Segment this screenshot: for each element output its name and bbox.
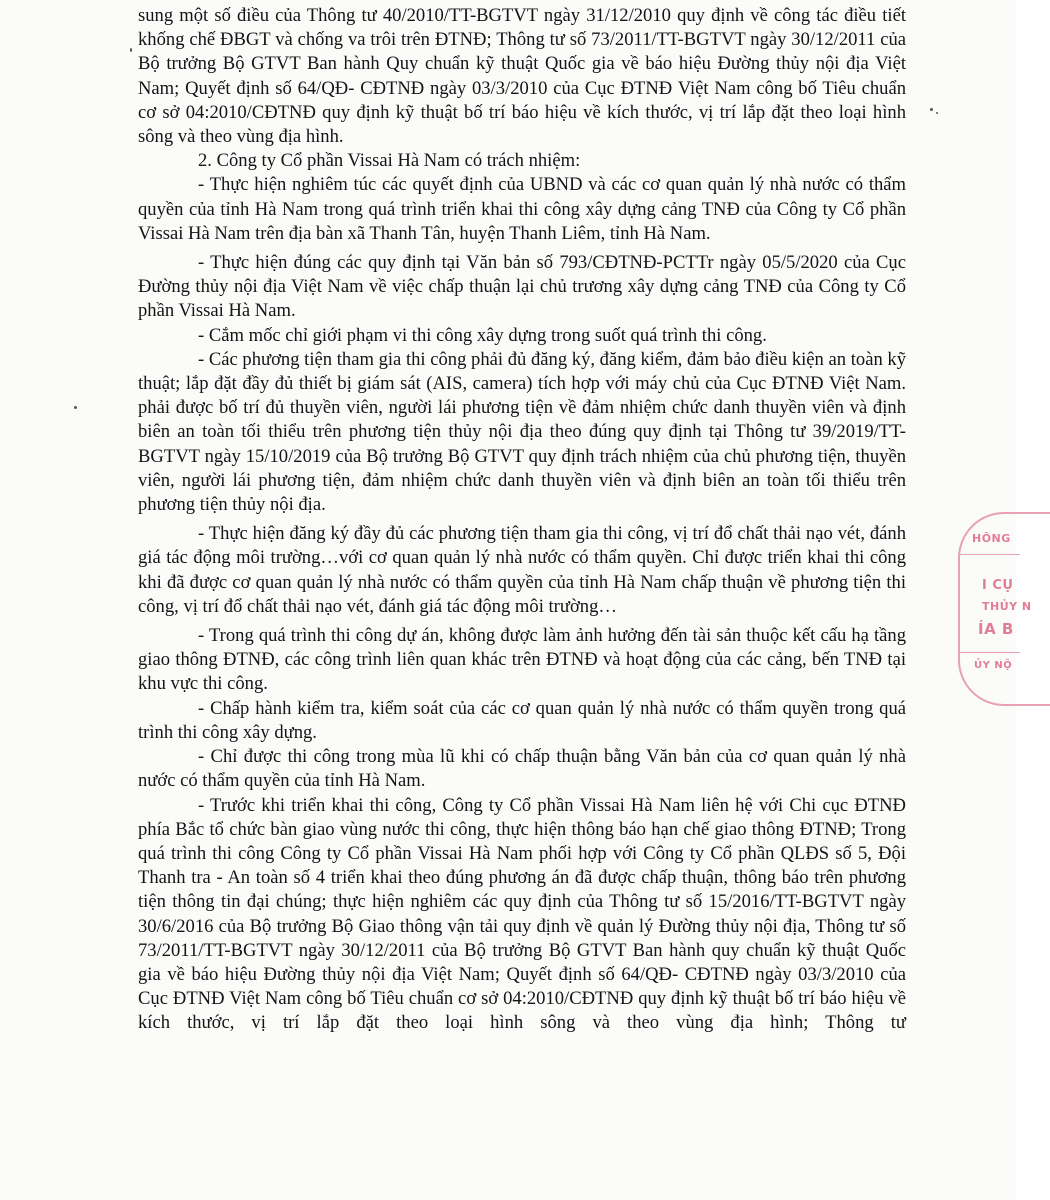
paragraph-inspection: - Chấp hành kiểm tra, kiểm soát của các cơ quan quản lý nhà nước có thẩm quyền trong quá trình thi công xây dựng. [138,697,906,743]
scan-speck [936,112,938,114]
paragraph-boundary-markers: - Cắm mốc chỉ giới phạm vi thi công xây dựng trong suốt quá trình thi công. [198,324,767,346]
paragraph-comply-decisions: - Thực hiện nghiêm túc các quyết định của UBND và các cơ quan quản lý nhà nước có thẩm quyền của tỉnh Hà Nam trong quá trình triển khai thi công xây dựng cảng TNĐ của Công ty Cổ phần Vissai Hà Nam trên địa bàn xã Thanh Tân, huyện Thanh Liêm, tỉnh Hà Nam. [138,174,906,244]
paragraph-vessels: - Các phương tiện tham gia thi công phải đủ đăng ký, đăng kiểm, đảm bảo điều kiện an toàn kỹ thuật; lắp đặt đầy đủ thiết bị giám sát (AIS, camera) tích hợp với máy chủ của Cục ĐTNĐ Việt Nam. phải được bố trí đủ thuyền viên, người lái phương tiện về đảm nhiệm chức danh thuyền viên và định biên an toàn tối thiểu trên phương tiện thủy nội địa theo đúng quy định tại Thông tư 39/2019/TT-BGTVT ngày 15/10/2019 của Bộ trưởng Bộ GTVT quy định trách nhiệm của chủ phương tiện, thuyền viên, người lái phương tiện, đảm nhiệm chức danh thuyền viên và định biên an toàn tối thiểu trên phương tiện thủy nội địa. [138,348,906,516]
paragraph-document-793: - Thực hiện đúng các quy định tại Văn bản số 793/CĐTNĐ-PCTTr ngày 05/5/2020 của Cục Đường thủy nội địa Việt Nam về việc chấp thuận lại chủ trương xây dựng cảng TNĐ của Công ty Cổ phần Vissai Hà Nam. [138,252,906,322]
paragraph-intro-continuation: sung một số điều của Thông tư 40/2010/TT-BGTVT ngày 31/12/2010 quy định về công tác điều tiết khống chế ĐBGT và chống va trôi trên ĐTNĐ; Thông tư số 73/2011/TT-BGTVT ngày 30/12/2011 của Bộ trưởng Bộ GTVT Ban hành Quy chuẩn kỹ thuật Quốc gia về báo hiệu Đường thủy nội địa Việt Nam; Quyết định số 64/QĐ- CĐTNĐ ngày 03/3/2010 của Cục ĐTNĐ Việt Nam công bố Tiêu chuẩn cơ sở 04:2010/CĐTNĐ quy định kỹ thuật bố trí báo hiệu về kích thước, vị trí lắp đặt theo loại hình sông và theo vùng địa hình. [138,5,906,148]
paragraph-no-impact: - Trong quá trình thi công dự án, không được làm ảnh hưởng đến tài sản thuộc kết cấu hạ tầng giao thông ĐTNĐ, các công trình liên quan khác trên ĐTNĐ và hoạt động của các cảng, bến TNĐ tại khu vực thi công. [138,625,906,695]
paragraph-before-construction: - Trước khi triển khai thi công, Công ty Cổ phần Vissai Hà Nam liên hệ với Chi cục ĐTNĐ phía Bắc tổ chức bàn giao vùng nước thi công, thực hiện thông báo hạn chế giao thông ĐTNĐ; Trong quá trình thi công Công ty Cổ phần Vissai Hà Nam phối hợp với Công ty Cổ phần QLĐS số 5, Đội Thanh tra - An toàn số 4 triển khai theo đúng phương án đã được chấp thuận, thông báo trên phương tiện thông tin đại chúng; thực hiện nghiêm các quy định của Thông tư số 15/2016/TT-BGTVT ngày 30/6/2016 của Bộ trưởng Bộ Giao thông vận tải quy định về quản lý Đường thủy nội địa, Thông tư số 73/2011/TT-BGTVT ngày 30/12/2011 của Bộ trưởng Bộ GTVT Ban hành quy chuẩn kỹ thuật Quốc gia về báo hiệu Đường thủy nội địa Việt Nam; Quyết định số 64/QĐ- CĐTNĐ ngày 03/3/2010 của Cục ĐTNĐ Việt Nam công bố Tiêu chuẩn cơ sở 04:2010/CĐTNĐ quy định kỹ thuật bố trí báo hiệu về kích thước, vị trí lắp đặt theo loại hình sông và theo vùng địa hình; Thông tư [138,794,906,1034]
stamp-text-line: ÍA B [978,620,1014,638]
stamp-text-line: HÔNG [972,532,1011,545]
scan-speck [74,406,77,409]
paragraph-flood-season: - Chỉ được thi công trong mùa lũ khi có chấp thuận bằng Văn bản của cơ quan quản lý nhà nước có thẩm quyền của tỉnh Hà Nam. [138,746,906,792]
stamp-rule [960,652,1020,653]
stamp-rule [960,554,1020,555]
scan-speck [930,108,933,111]
stamp-text-line: ỦY NỘ [974,660,1013,671]
red-seal-stamp [958,512,1050,706]
scan-speck [130,48,132,52]
paragraph-section-2-heading: 2. Công ty Cổ phần Vissai Hà Nam có trách nhiệm: [198,150,581,172]
stamp-text-line: THỦY N [982,600,1032,613]
stamp-text-line: I CỤ [982,578,1014,593]
paragraph-registration: - Thực hiện đăng ký đầy đủ các phương tiện tham gia thi công, vị trí đổ chất thải nạo vét, đánh giá tác động môi trường…với cơ quan quản lý nhà nước có thẩm quyền. Chỉ được triển khai thi công khi đã được cơ quan quản lý nhà nước có thẩm quyền của tỉnh Hà Nam chấp thuận về phương tiện thi công, vị trí đổ chất thải nạo vét, đánh giá tác động môi trường… [138,523,906,617]
document-body [138,4,906,1036]
